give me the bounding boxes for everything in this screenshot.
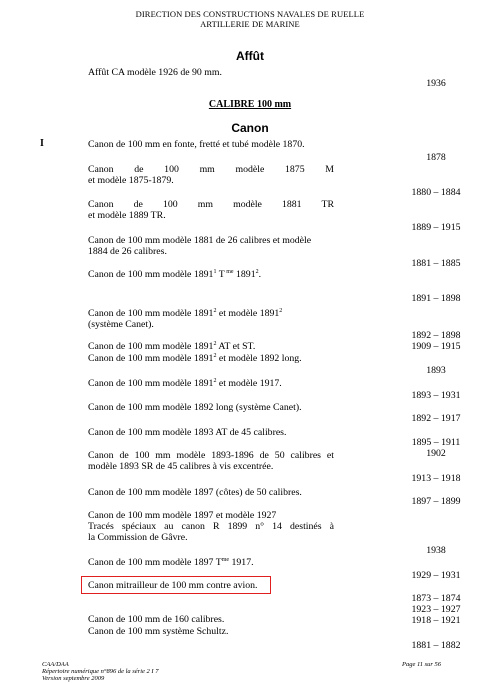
- list-item: Canon de 100 mm modèle 1875 M et modèle 1875-1879.: [88, 164, 334, 186]
- date-entry: 1892 – 1917: [411, 413, 461, 424]
- list-item-highlighted: Canon mitrailleur de 100 mm contre avion.: [88, 580, 258, 591]
- list-item: Canon de 100 mm en fonte, fretté et tubé modèle 1870.: [88, 139, 305, 150]
- date-entry: 1891 – 1898: [411, 293, 461, 304]
- date-entry: 1929 – 1931: [411, 570, 461, 581]
- list-item: Canon de 100 mm modèle 1897 $T^{me}$ 1917.: [88, 557, 254, 568]
- date-entry: 1881 – 1882: [411, 640, 461, 651]
- date-entry: 1918 – 1921: [411, 615, 461, 626]
- list-item: Canon de 100 mm modèle 1881 de 26 calibres et modèle 1884 de 26 calibres.: [88, 235, 312, 257]
- list-item: Canon de 100 mm modèle 1891$^2$ et modèle 1891$^2$ (système Canet).: [88, 308, 283, 330]
- date-entry: 1889 – 1915: [411, 222, 461, 233]
- header-line1: DIRECTION DES CONSTRUCTIONS NAVALES DE RUELLE: [135, 9, 365, 19]
- date-entry: 1893: [426, 365, 446, 376]
- calibre-heading: CALIBRE 100 mm: [208, 99, 292, 110]
- list-item: Canon de 100 mm modèle 1881 TR et modèle 1889 TR.: [88, 199, 334, 221]
- list-item: Canon de 100 mm système Schultz.: [88, 626, 229, 637]
- date-entry: 1893 – 1931: [411, 390, 461, 401]
- date-entry: 1892 – 1898: [411, 330, 461, 341]
- list-item: Canon de 100 mm modèle 1892 long (système Canet).: [88, 402, 302, 413]
- date-entry: 1873 – 1874: [411, 593, 461, 604]
- list-item: Canon de 100 mm de 160 calibres.: [88, 614, 225, 625]
- date-entry: 1881 – 1885: [411, 258, 461, 269]
- list-item: Canon de 100 mm modèle 1891$^2$ AT et ST.: [88, 341, 256, 352]
- date-entry: 1909 – 1915: [411, 341, 461, 352]
- list-item: Canon de 100 mm modèle 1897 et modèle 1927 Tracés spéciaux au canon R 1899 n° 14 destinés à la Commission de Gâvre.: [88, 510, 334, 543]
- date-entry: 1923 – 1927: [411, 604, 461, 615]
- footer-line2: Répertoire numérique n°896 de la série 2 I 7: [42, 668, 159, 675]
- page-number: Page 11 sur 56: [402, 661, 442, 668]
- date-entry: 1938: [426, 545, 446, 556]
- list-item: Canon de 100 mm modèle 1893-1896 de 50 calibres et modèle 1893 SR de 45 calibres à vis excentrée.: [88, 450, 334, 472]
- date-entry: 1878: [426, 152, 446, 163]
- footer-line3: Version septembre 2009: [42, 675, 105, 682]
- date-entry: 1897 – 1899: [411, 496, 461, 507]
- section-title-canon: Canon: [231, 121, 269, 135]
- date-entry: 1913 – 1918: [411, 473, 461, 484]
- date-entry: 1880 – 1884: [411, 187, 461, 198]
- date-entry: 1895 – 1911: [411, 437, 461, 448]
- roman-numeral: I: [40, 138, 44, 149]
- header-line2: ARTILLERIE DE MARINE: [200, 19, 300, 29]
- list-item: Canon de 100 mm modèle 1891$^2$ et modèle 1892 long.: [88, 353, 302, 364]
- affut-item: Affût CA modèle 1926 de 90 mm.: [88, 67, 222, 78]
- date-entry: 1902: [426, 448, 446, 459]
- list-item: Canon de 100 mm modèle 1891$^1$ T $^{me}$ 1891$^2$.: [88, 269, 262, 280]
- list-item: Canon de 100 mm modèle 1891$^2$ et modèle 1917.: [88, 378, 282, 389]
- affut-date: 1936: [426, 78, 446, 89]
- list-item: Canon de 100 mm modèle 1893 AT de 45 calibres.: [88, 427, 287, 438]
- footer-line1: CAA/DAA: [42, 661, 69, 668]
- list-item: Canon de 100 mm modèle 1897 (côtes) de 50 calibres.: [88, 487, 302, 498]
- section-title-affut: Affût: [236, 49, 264, 63]
- highlight-box: [81, 576, 271, 594]
